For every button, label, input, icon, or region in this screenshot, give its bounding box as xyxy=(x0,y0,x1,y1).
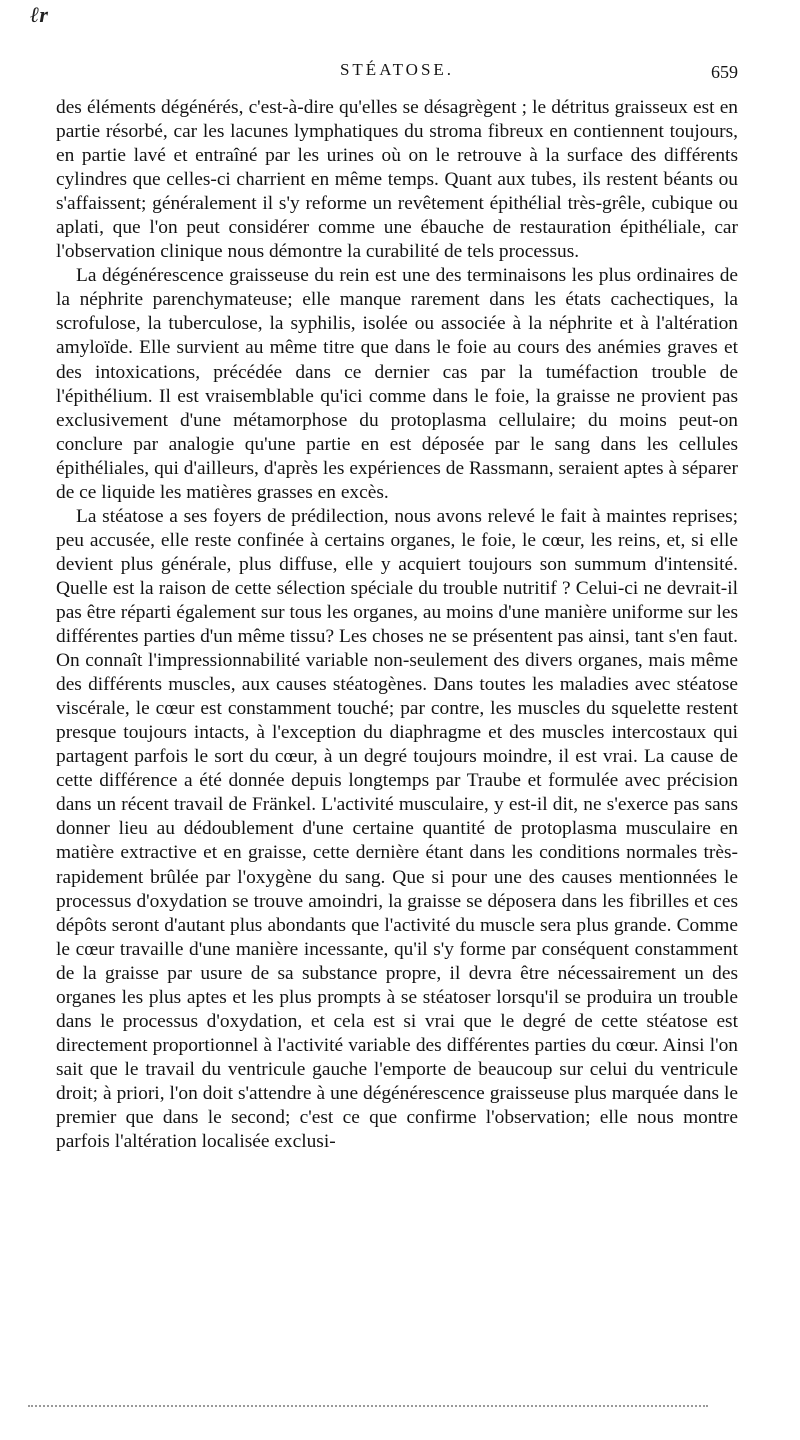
paragraph-3: La stéatose a ses foyers de prédilection, nous avons relevé le fait à maintes reprises; peu accusée, elle reste confinée à certains organes, le foie, le cœur, les reins, et, si elle devient plus générale, plus diffuse, elle y acquiert toujours son summum d'intensité. Quelle est la raison de cette sélection spéciale du trouble nutritif ? Celui-ci ne devrait-il pas être réparti également sur tous les organes, au moins d'une manière uniforme sur les différentes parties d'un même tissu? Les choses ne se présentent pas ainsi, tant s'en faut. On connaît l'impressionnabilité variable non-seulement des divers organes, mais même des différents muscles, aux causes stéatogènes. Dans toutes les maladies avec stéatose viscérale, le cœur est constamment touché; par contre, les muscles du squelette restent presque toujours intacts, à l'exception du diaphragme et des muscles intercostaux qui partagent parfois le sort du cœur, à un degré toujours moindre, il est vrai. La cause de cette différence a été donnée depuis longtemps par Traube et formulée avec précision dans un récent travail de Fränkel. L'activité musculaire, y est-il dit, ne s'exerce pas sans donner lieu au dédoublement d'une certaine quantité de protoplasma musculaire en matière extractive et en graisse, cette dernière étant dans les conditions normales très-rapidement brûlée par l'oxygène du sang. Que si pour une des causes mentionnées le processus d'oxydation se trouve amoindri, la graisse se déposera dans les fibrilles et ces dépôts seront d'autant plus abondants que l'activité du muscle sera plus grande. Comme le cœur travaille d'une manière incessante, qu'il s'y forme par conséquent constamment de la graisse par usure de sa substance propre, il devra être nécessairement un des organes les plus aptes et les plus prompts à se stéatoser lorsqu'il se produira un trouble dans le processus d'oxydation, et cela est si vrai que le degré de cette stéatose est directement proportionnel à l'activité variable des différentes parties du cœur. Ainsi l'on sait que le travail du ventricule gauche l'emporte de beaucoup sur celui du ventricule droit; à priori, l'on doit s'attendre à une dégénérescence graisseuse plus marquée dans le premier que dans le second; c'est ce que confirme l'observation; elle nous montre parfois l'altération localisée exclusi- xyxy=(56,505,738,1153)
corner-mark: ℓr xyxy=(30,2,48,27)
running-title: STÉATOSE. xyxy=(339,60,455,79)
paragraph-2: La dégénérescence graisseuse du rein est une des terminaisons les plus ordinaires de la néphrite parenchymateuse; elle manque rarement dans les états cachectiques, la scrofulose, la tuberculose, la syphilis, isolée ou associée à la néphrite et à l'altération amyloïde. Elle survient au même titre que dans le foie au cours des anémies graves et des intoxications, précédée dans ce dernier cas par la tuméfaction trouble de l'épithélium. Il est vraisemblable qu'ici comme dans le foie, la graisse ne provient pas exclusivement d'une métamorphose du protoplasma cellulaire; du moins peut-on conclure par analogie qu'une partie en est déposée par le sang dans les cellules épithéliales, qui d'ailleurs, d'après les expériences de Rassmann, seraient aptes à séparer de ce liquide les matières grasses en excès. xyxy=(56,265,738,503)
footer-rule xyxy=(28,1405,708,1407)
page-header xyxy=(56,60,738,90)
page-number: 659 xyxy=(711,62,738,82)
body-text xyxy=(56,96,738,1154)
paragraph-1: des éléments dégénérés, c'est-à-dire qu'elles se désagrègent ; le détritus graisseux est en partie résorbé, car les lacunes lymphatiques du stroma fibreux en contiennent toujours, en partie lavé et entraîné par les urines où on le retrouve à la surface des différents cylindres que celles-ci charrient en même temps. Quant aux tubes, ils restent béants ou s'affaissent; généralement il s'y reforme un revêtement épithélial très-grêle, cubique ou aplati, que l'on peut considérer comme une ébauche de restauration épithéliale, car l'observation clinique nous démontre la curabilité de tels processus. xyxy=(56,97,738,263)
